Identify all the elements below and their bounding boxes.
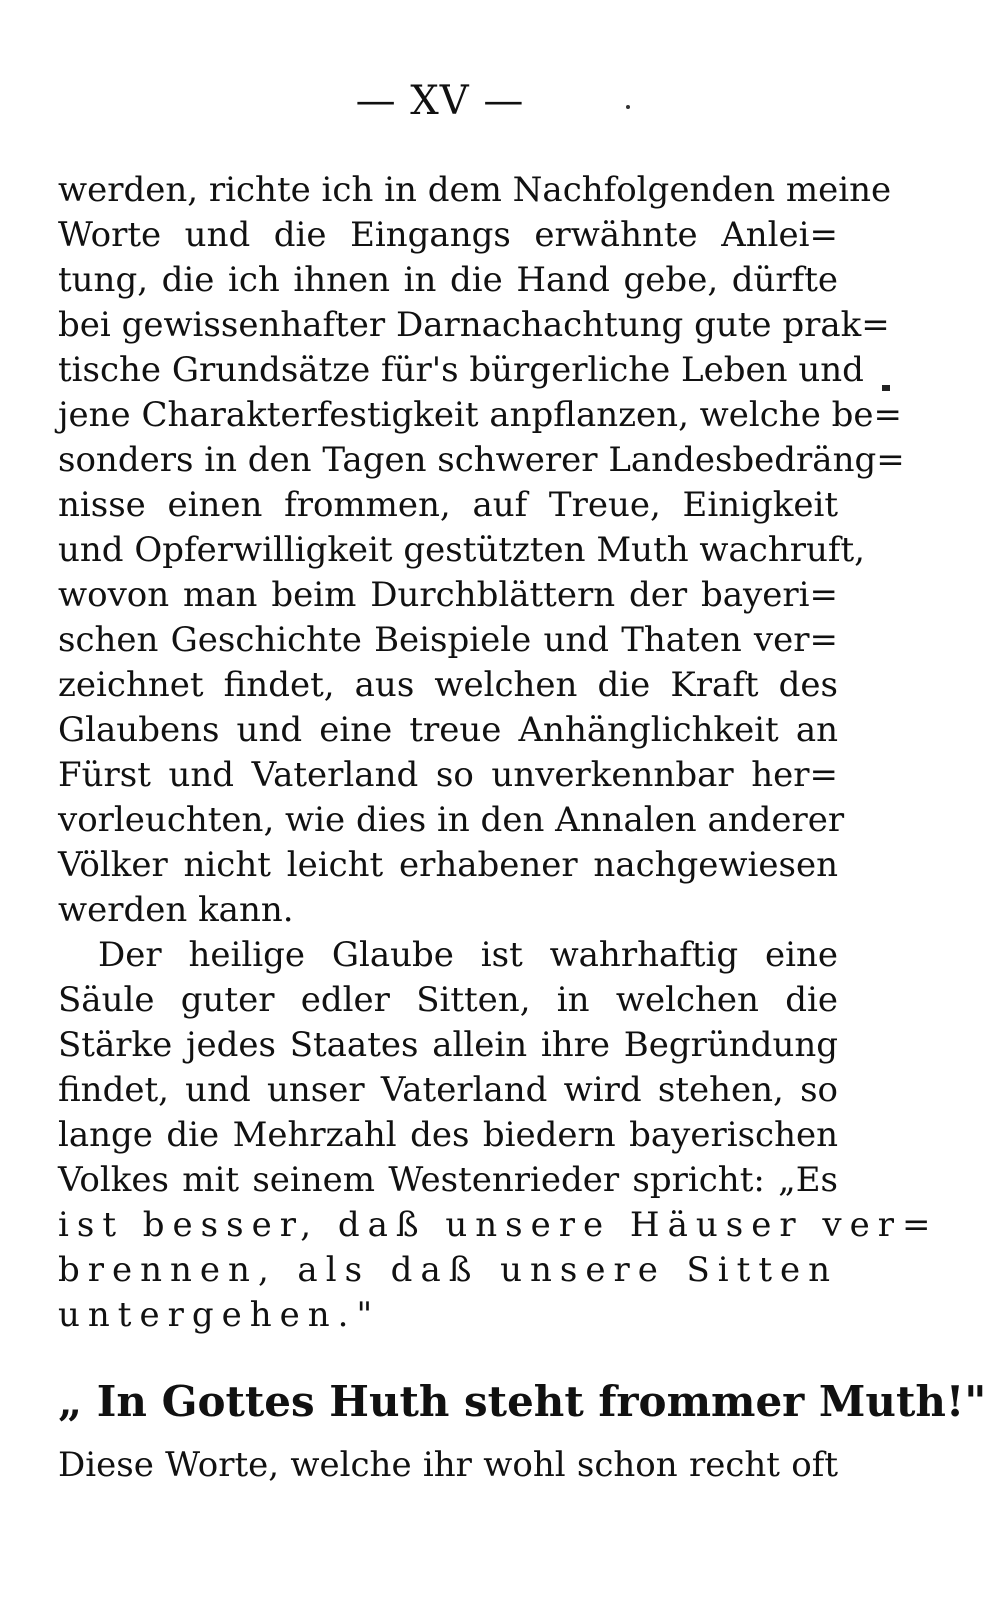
margin-mark: [882, 385, 890, 391]
text-line: Glaubens und eine treue Anhänglichkeit an: [58, 710, 838, 750]
text-line: tung, die ich ihnen in die Hand gebe, dürfte: [58, 260, 838, 300]
text-line: werden kann.: [58, 890, 294, 930]
page-number: — XV —: [355, 78, 525, 124]
text-line: und Opferwilligkeit gestützten Muth wachruft,: [58, 530, 865, 570]
text-line: sonders in den Tagen schwerer Landesbedräng=: [58, 440, 905, 480]
motto-heading: „ In Gottes Huth steht frommer Muth!": [58, 1377, 987, 1426]
text-line: Volkes mit seinem Westenrieder spricht: „Es: [58, 1160, 838, 1200]
text-line: findet, und unser Vaterland wird stehen, so: [58, 1070, 838, 1110]
text-line: wovon man beim Durchblättern der bayeri=: [58, 575, 838, 615]
text-line: werden, richte ich in dem Nachfolgenden meine: [58, 170, 892, 210]
text-line: vorleuchten, wie dies in den Annalen anderer: [58, 800, 845, 840]
print-speck: [626, 105, 630, 109]
paragraph-motto-intro: [58, 1443, 838, 1488]
text-line: schen Geschichte Beispiele und Thaten ver=: [58, 620, 838, 660]
quote-line: untergehen.": [58, 1295, 381, 1335]
text-line: Worte und die Eingangs erwähnte Anlei=: [58, 215, 838, 255]
text-line: Diese Worte, welche ihr wohl schon recht oft: [58, 1445, 838, 1485]
text-line: bei gewissenhafter Darnachachtung gute prak=: [58, 305, 890, 345]
quote-line: brennen, als daß unsere Sitten: [58, 1250, 838, 1290]
text-line: zeichnet findet, aus welchen die Kraft des: [58, 665, 838, 705]
text-line: lange die Mehrzahl des biedern bayerischen: [58, 1115, 838, 1155]
text-line: jene Charakterfestigkeit anpflanzen, welche be=: [58, 395, 903, 435]
text-line: Völker nicht leicht erhabener nachgewiesen: [58, 845, 838, 885]
paragraph-glaube: [58, 933, 939, 1338]
text-line: Säule guter edler Sitten, in welchen die: [58, 980, 838, 1020]
quote-line: ist besser, daß unsere Häuser ver=: [58, 1205, 939, 1245]
text-line: nisse einen frommen, auf Treue, Einigkeit: [58, 485, 838, 525]
text-line: tische Grundsätze für's bürgerliche Leben und: [58, 350, 864, 390]
text-line: Fürst und Vaterland so unverkennbar her=: [58, 755, 838, 795]
paragraph-continuation: [58, 168, 905, 933]
text-line: Stärke jedes Staates allein ihre Begründung: [58, 1025, 838, 1065]
text-line: Der heilige Glaube ist wahrhaftig eine: [98, 935, 838, 975]
